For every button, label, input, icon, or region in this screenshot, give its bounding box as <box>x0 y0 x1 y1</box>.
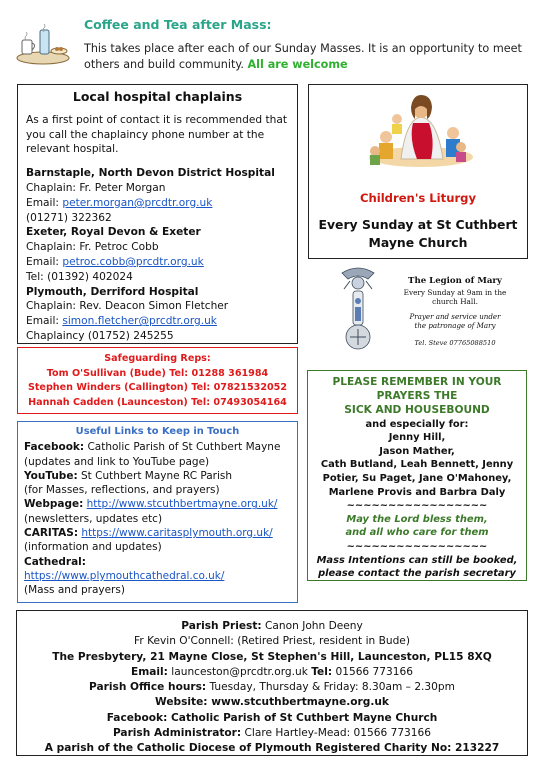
hospital-entry-barnstaple <box>26 166 289 225</box>
parish-website <box>21 695 523 710</box>
link-note: (newsletters, updates etc) <box>24 512 163 525</box>
hospital-intro: As a first point of contact it is recommended that you call the chaplaincy phone number at the relevant hospital. <box>26 113 287 156</box>
hospital-entry-exeter <box>26 225 289 284</box>
office-hours <box>21 680 523 695</box>
presbytery-address: The Presbytery, 21 Mayne Close, St Stephen's Hill, Launceston, PL15 8XQ <box>52 650 492 663</box>
remember-name: Cath Butland, Leah Bennett, Jenny <box>320 459 514 471</box>
divider: ~~~~~~~~~~~~~~~~~ <box>346 540 488 552</box>
webpage-link[interactable]: http://www.stcuthbertmayne.org.uk/ <box>86 498 278 511</box>
retired-priest: Fr Kevin O'Connell: (Retired Priest, resident in Bude) <box>134 635 410 648</box>
legion-prayer-line-2: the patronage of Mary <box>414 321 496 330</box>
link-label-cathedral: Cathedral: <box>24 555 86 568</box>
tel-label: Tel: <box>311 665 333 678</box>
parish-facebook <box>21 711 523 726</box>
link-item-webpage <box>24 497 291 511</box>
coffee-description <box>84 41 534 73</box>
link-label: Facebook: <box>24 441 85 454</box>
parish-tel: 01566 773166 <box>332 665 413 678</box>
liturgy-schedule-line-1: Every Sunday at St Cuthbert <box>318 217 518 232</box>
safeguarding-box <box>17 347 298 414</box>
remember-name: Potier, Su Paget, Jane O'Mahoney, <box>322 472 512 484</box>
phone: Chaplaincy (01752) 245255 <box>26 329 174 342</box>
facebook-label: Facebook: <box>106 711 168 724</box>
phone: (01271) 322362 <box>26 211 112 224</box>
link-item-youtube <box>24 469 291 483</box>
parish-priest <box>21 619 523 634</box>
email-label: Email: <box>26 255 59 268</box>
link-note: (Mass and prayers) <box>24 584 125 597</box>
useful-links-box <box>17 421 298 603</box>
blessing-line-1: May the Lord bless them, <box>346 513 488 525</box>
remember-title-line-2: PRAYERS THE <box>376 390 458 403</box>
legion-schedule-line-2: church Hall. <box>432 297 478 306</box>
liturgy-schedule-line-2: Mayne Church <box>368 235 468 250</box>
hospital-name: Plymouth, Derriford Hospital <box>26 285 199 298</box>
parish-priest-label: Parish Priest: <box>181 620 262 632</box>
charity-statement: A parish of the Catholic Diocese of Plymouth Registered Charity No: 213227 <box>44 742 500 755</box>
link-label: Webpage: <box>24 498 84 511</box>
website-label: Website: <box>155 696 208 709</box>
chaplain-name: Chaplain: Rev. Deacon Simon Fletcher <box>26 300 229 313</box>
remember-name: Marlene Provis and Barbra Daly <box>328 486 506 498</box>
link-note: (updates and link to YouTube page) <box>24 455 210 468</box>
chaplain-name: Chaplain: Fr. Peter Morgan <box>26 181 166 194</box>
safeguarding-rep: Tom O'Sullivan (Bude) Tel: 01288 361984 <box>46 367 269 379</box>
office-hours-label: Parish Office hours: <box>89 681 207 694</box>
link-item-facebook <box>24 440 291 454</box>
useful-links-title: Useful Links to Keep in Touch <box>75 426 240 437</box>
phone: Tel: (01392) 402024 <box>26 270 133 283</box>
coffee-title: Coffee and Tea after Mass: <box>84 17 272 32</box>
childrens-liturgy-box <box>308 84 528 259</box>
email-link[interactable]: simon.fletcher@prcdtr.org.uk <box>62 315 217 328</box>
parish-info-box <box>16 610 528 756</box>
link-value: St Cuthbert Mayne RC Parish <box>77 469 233 482</box>
email-row <box>26 314 289 329</box>
legion-of-mary-medal-icon <box>338 263 378 355</box>
welcome-text: All are welcome <box>247 58 348 71</box>
legion-prayer <box>384 312 526 330</box>
please-remember-box <box>307 370 527 581</box>
website-value[interactable]: www.stcuthbertmayne.org.uk <box>207 696 389 709</box>
email-link[interactable]: petroc.cobb@prcdtr.org.uk <box>62 255 204 268</box>
administrator-value: Clare Hartley-Mead: 01566 773166 <box>241 727 432 740</box>
safeguarding-rep: Stephen Winders (Callington) Tel: 07821532052 <box>27 382 288 393</box>
parish-contact <box>21 665 523 680</box>
link-label: CARITAS: <box>24 527 79 540</box>
parish-administrator <box>21 726 523 741</box>
blessing-line-2: and all who care for them <box>345 527 489 539</box>
remember-title-line-1: PLEASE REMEMBER IN YOUR <box>332 376 502 388</box>
email-label: Email: <box>131 665 168 678</box>
hospital-entry-plymouth <box>26 285 289 344</box>
email-link[interactable]: peter.morgan@prcdtr.org.uk <box>62 196 213 209</box>
please-remember-title <box>312 375 522 418</box>
link-value: Catholic Parish of St Cuthbert Mayne <box>84 441 281 454</box>
legion-prayer-line-1: Prayer and service under <box>409 312 501 321</box>
link-item-caritas <box>24 526 291 540</box>
remember-title-line-3: SICK AND HOUSEBOUND <box>344 404 490 417</box>
coffee-text: This takes place after each of our Sunday Masses. It is an opportunity to meet others and build community. <box>84 42 522 71</box>
hospital-chaplains-title: Local hospital chaplains <box>72 89 243 104</box>
legion-schedule <box>384 288 526 306</box>
caritas-link[interactable]: https://www.caritasplymouth.org.uk/ <box>81 527 273 540</box>
link-label: YouTube: <box>24 469 78 482</box>
hospital-name: Barnstaple, North Devon District Hospital <box>26 167 275 180</box>
divider: ~~~~~~~~~~~~~~~~~ <box>346 500 488 512</box>
remember-name: Jason Mather, <box>379 445 455 457</box>
email-label: Email: <box>26 196 59 209</box>
email-row <box>26 255 289 270</box>
safeguarding-rep: Hannah Cadden (Launceston) Tel: 07493054164 <box>28 396 287 408</box>
coffee-table-icon <box>14 20 72 66</box>
office-hours-value: Tuesday, Thursday & Friday: 8.30am – 2.30pm <box>206 681 455 694</box>
legion-schedule-line-1: Every Sunday at 9am in the <box>403 288 507 297</box>
administrator-label: Parish Administrator: <box>112 727 242 740</box>
childrens-liturgy-schedule <box>309 216 527 252</box>
legion-telephone: Tel. Steve 07765088510 <box>414 339 496 347</box>
jesus-with-children-illustration <box>361 89 475 169</box>
legion-of-mary-title: The Legion of Mary <box>408 276 502 286</box>
chaplain-name: Chaplain: Fr. Petroc Cobb <box>26 241 159 254</box>
parish-email[interactable]: launceston@prcdtr.org.uk <box>167 665 312 678</box>
remember-name: Jenny Hill, <box>388 432 446 444</box>
facebook-value: Catholic Parish of St Cuthbert Mayne Church <box>167 711 438 724</box>
hospital-name: Exeter, Royal Devon & Exeter <box>26 226 201 239</box>
childrens-liturgy-title: Children's Liturgy <box>359 191 477 205</box>
email-row <box>26 196 289 211</box>
email-label: Email: <box>26 315 59 328</box>
link-note: (for Masses, reflections, and prayers) <box>24 484 220 497</box>
mass-intentions-line-2: please contact the parish secretary <box>318 568 516 580</box>
safeguarding-title: Safeguarding Reps: <box>104 353 211 364</box>
cathedral-link[interactable]: https://www.plymouthcathedral.co.uk/ <box>24 569 225 582</box>
link-note: (information and updates) <box>24 541 162 554</box>
parish-priest-name: Canon John Deeny <box>261 620 363 632</box>
mass-intentions-line-1: Mass Intentions can still be booked, <box>316 554 518 566</box>
hospital-chaplains-box <box>17 84 298 344</box>
especially-for: and especially for: <box>365 418 469 430</box>
